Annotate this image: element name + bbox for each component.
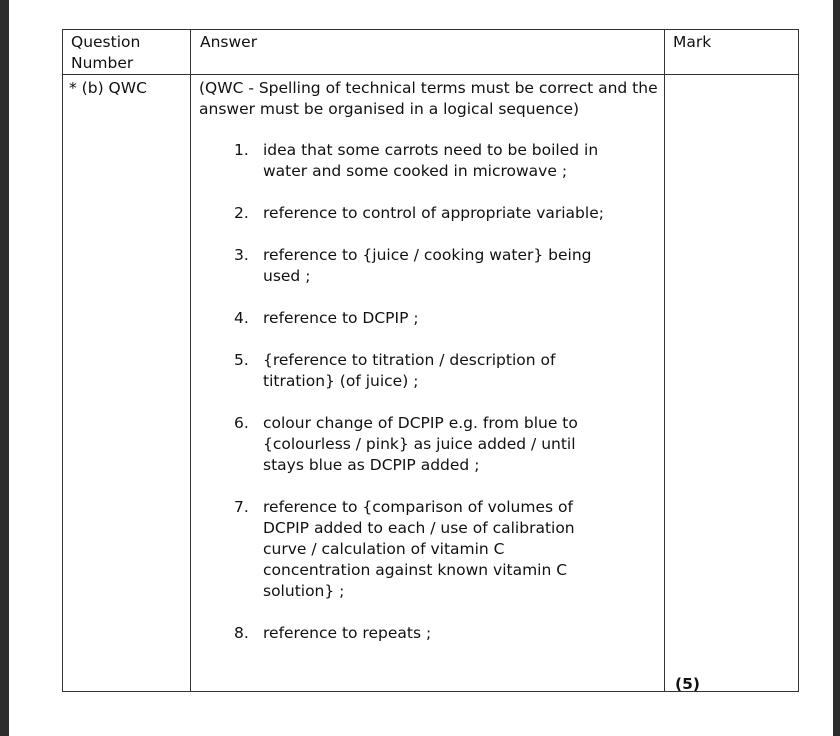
table-row [63, 75, 799, 692]
question-number-cell: * (b) QWC [63, 75, 191, 692]
list-item [234, 497, 658, 602]
header-answer: Answer [191, 30, 665, 75]
list-item [234, 350, 658, 392]
point-number: 8. [234, 624, 249, 642]
mark-scheme-table [62, 29, 799, 692]
left-frame-bar [0, 0, 9, 736]
point-number: 5. [234, 351, 249, 369]
header-mark: Mark [665, 30, 799, 75]
point-number: 2. [234, 204, 249, 222]
point-text: reference to control of appropriate variable; [263, 204, 604, 222]
point-number: 4. [234, 309, 249, 327]
point-text: colour change of DCPIP e.g. from blue to {colourless / pink} as juice added / until stays blue as DCPIP added ; [263, 414, 578, 474]
point-text: idea that some carrots need to be boiled in water and some cooked in microwave ; [263, 141, 599, 180]
marking-points-list [199, 140, 658, 644]
mark-cell [665, 75, 799, 692]
point-text: {reference to titration / description of titration} (of juice) ; [263, 351, 556, 390]
list-item [234, 140, 658, 182]
header-row [63, 30, 799, 75]
point-number: 6. [234, 414, 249, 432]
right-frame-bar [833, 0, 840, 736]
list-item [234, 413, 658, 476]
point-text: reference to {juice / cooking water} being used ; [263, 246, 592, 285]
list-item [234, 245, 658, 287]
list-item [234, 308, 658, 329]
header-question-number: Question Number [63, 30, 191, 75]
list-item [234, 203, 658, 224]
mark-total: (5) [675, 675, 700, 693]
qwc-instruction: (QWC - Spelling of technical terms must be correct and the answer must be organised in a logical sequence) [199, 79, 658, 118]
list-item [234, 623, 658, 644]
point-number: 3. [234, 246, 249, 264]
point-number: 7. [234, 498, 249, 516]
point-number: 1. [234, 141, 249, 159]
point-text: reference to repeats ; [263, 624, 432, 642]
answer-cell [191, 75, 665, 692]
point-text: reference to DCPIP ; [263, 309, 419, 327]
point-text: reference to {comparison of volumes of DCPIP added to each / use of calibration curve / calculation of vitamin C concentration against known vitamin C solution} ; [263, 498, 575, 600]
